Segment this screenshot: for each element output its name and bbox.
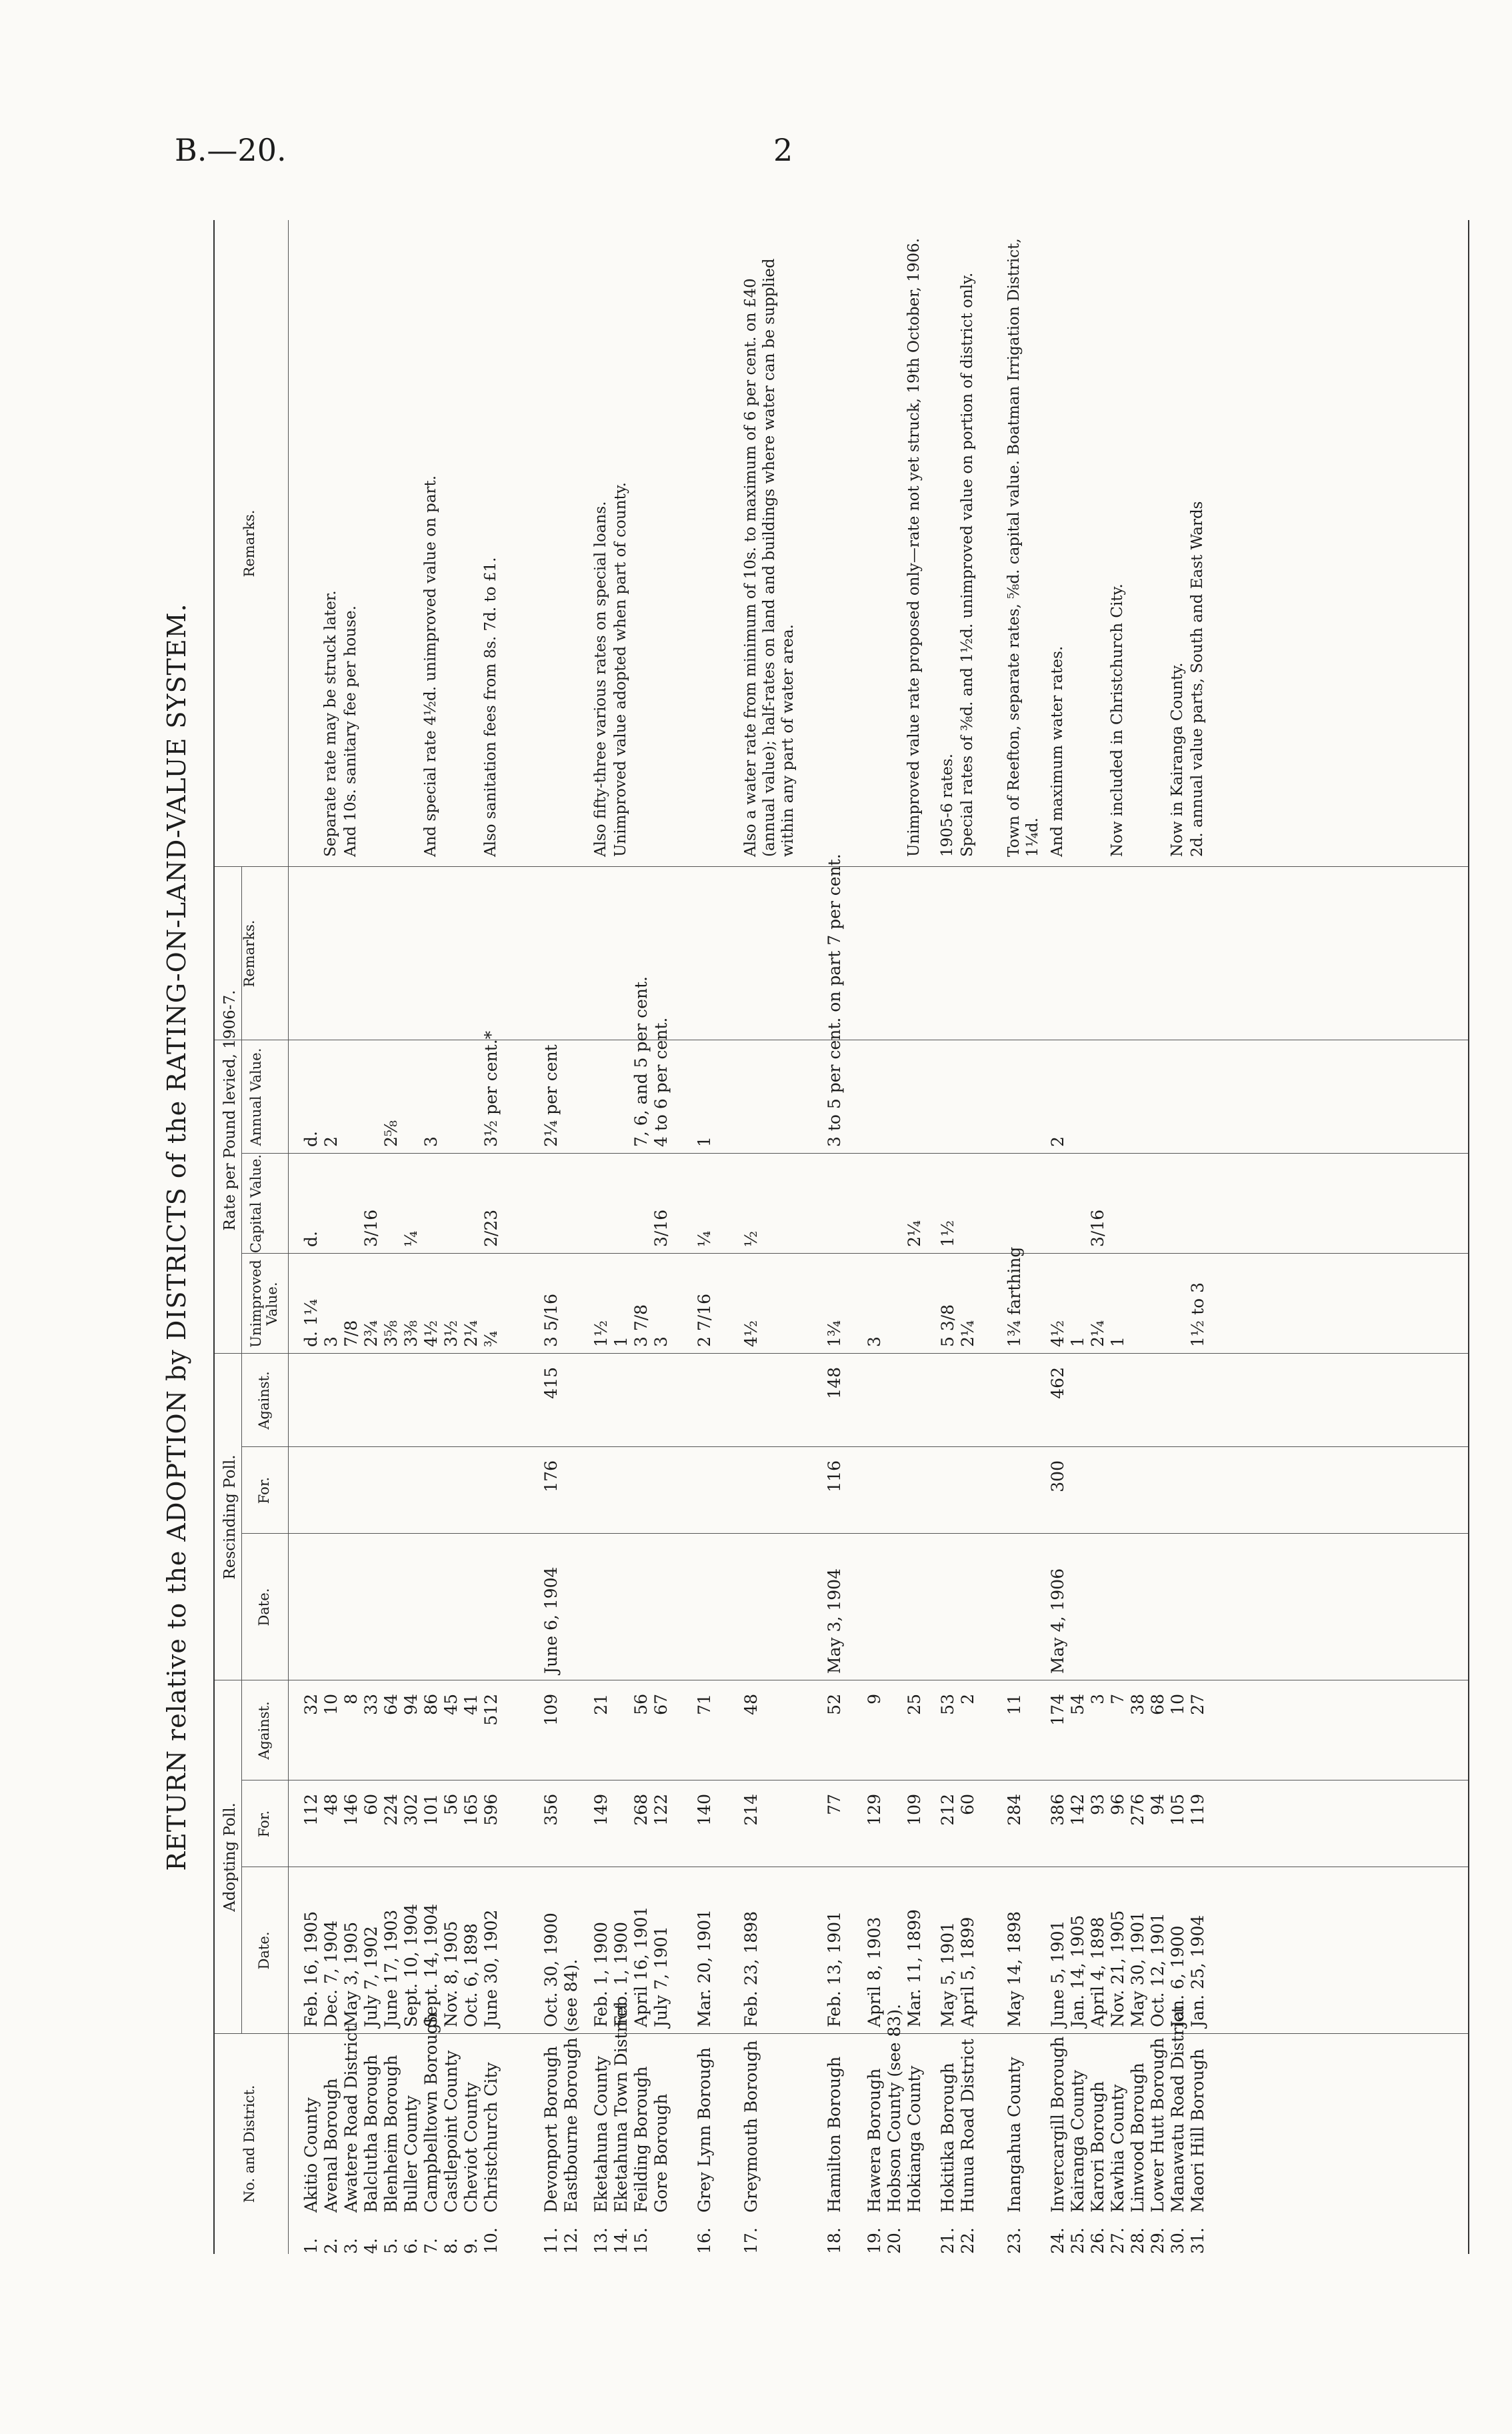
table-frame [213, 220, 1469, 2254]
adopt-date: Feb. 1, 1900 [611, 1921, 631, 2027]
adopt-for: 77 [825, 1794, 844, 1815]
row-number: 26. [1088, 2227, 1107, 2254]
remarks-text: Now included in Christchurch City. [1109, 583, 1126, 857]
annual-rate: 7, 6, and 5 per cent. [631, 976, 651, 1147]
adopt-for: 56 [441, 1794, 461, 1815]
district-name: Feilding Borough [631, 2066, 651, 2213]
district-name: Greymouth Borough [741, 2040, 761, 2213]
adopt-against: 8 [341, 1694, 361, 1704]
remarks-text: Also a water rate from minimum of 10s. to maximum of 6 per cent. on £40 (annual value); half-rates on land and buildings where water can be supplied within any part of water area. [742, 258, 797, 857]
adopt-for: 212 [938, 1794, 957, 1826]
col-divider [241, 1446, 1468, 1447]
annual-rate: 3½ per cent.* [481, 1030, 501, 1147]
adopt-for: 93 [1088, 1794, 1107, 1815]
district-name: Lower Hutt Borough [1148, 2037, 1167, 2213]
unimproved-rate: d. 1¼ [301, 1298, 321, 1347]
adopt-date: Oct. 30, 1900 [541, 1913, 561, 2027]
unimproved-rate: 3 [865, 1336, 884, 1347]
col-divider [241, 1533, 1468, 1534]
adopt-date: Sept. 14, 1904 [421, 1903, 441, 2027]
district-name: Invercargill Borough [1048, 2036, 1067, 2213]
row-number: 15. [631, 2227, 651, 2254]
annual-rate: 3 [421, 1136, 441, 1147]
capital-rate: 3/16 [1088, 1209, 1107, 1247]
rescind-for: 116 [825, 1460, 844, 1492]
adopt-for: 109 [905, 1794, 924, 1826]
adopt-against: 52 [825, 1694, 844, 1715]
adopt-for: 224 [381, 1794, 401, 1826]
adopt-against: 32 [301, 1694, 321, 1715]
unimproved-rate: 1 [1108, 1336, 1127, 1347]
remarks-text: Unimproved value rate proposed only—rate not yet struck, 19th October, 1906. [905, 237, 923, 857]
adopt-against: 53 [938, 1694, 957, 1715]
adopt-date: Oct. 12, 1901 [1148, 1913, 1167, 2027]
rescind-for: 300 [1048, 1460, 1067, 1492]
row-number: 4. [361, 2238, 381, 2254]
adopt-for: 140 [695, 1794, 714, 1826]
adopt-for: 268 [631, 1794, 651, 1826]
adopt-date: June 17, 1903 [381, 1909, 401, 2027]
district-name: Blenheim Borough [381, 2055, 401, 2213]
adopt-against: 67 [651, 1694, 671, 1715]
district-name: Campbelltown Borough [421, 2013, 441, 2213]
row-number: 17. [741, 2227, 761, 2254]
adopt-against: 10 [321, 1694, 341, 1715]
adopt-against: 512 [481, 1694, 501, 1726]
rescind-date-header: Date. [256, 1588, 272, 1626]
adopt-for: 356 [541, 1794, 561, 1826]
rescind-against: 462 [1048, 1367, 1067, 1399]
remarks-text: And special rate 4½d. unimproved value on part. [422, 475, 439, 857]
district-name: Awatere Road District [341, 2025, 361, 2213]
adopt-for: 302 [401, 1794, 421, 1826]
adopt-for: 60 [958, 1794, 977, 1815]
adopt-date: Dec. 7, 1904 [321, 1920, 341, 2027]
remarks-header: Remarks. [241, 509, 257, 577]
adopt-date: Jan. 6, 1900 [1168, 1925, 1187, 2027]
adopt-date: Nov. 21, 1905 [1108, 1910, 1127, 2027]
unimproved-rate: 4½ [421, 1320, 441, 1347]
district-name: Hobson County (see 83). [885, 2004, 904, 2213]
adopt-date: May 3, 1905 [341, 1922, 361, 2027]
adopt-against: 71 [695, 1694, 714, 1715]
table-title: RETURN relative to the ADOPTION by DISTRICTS of the RATING-ON-LAND-VALUE SYSTEM. [162, 603, 191, 1871]
row-number: 10. [481, 2227, 501, 2254]
row-number: 8. [441, 2238, 461, 2254]
district-name: Inangahua County [1005, 2057, 1024, 2213]
district-name: Avenal Borough [321, 2078, 341, 2213]
row-number: 19. [865, 2227, 884, 2254]
group-rule [241, 867, 242, 2034]
adopt-date: June 5, 1901 [1048, 1920, 1067, 2027]
document-code: B.—20. [175, 132, 287, 168]
rescind-for: 176 [541, 1460, 561, 1492]
adopt-date: Feb. 23, 1898 [741, 1911, 761, 2027]
remarks-text: Special rates of ⅜d. and 1½d. unimproved value on portion of district only. [959, 272, 976, 857]
remarks-header: Remarks. [241, 920, 257, 988]
page-number: 2 [773, 132, 793, 168]
rescind-date: June 6, 1904 [541, 1566, 561, 1674]
annual-rate: 2 [321, 1136, 341, 1147]
remarks-text: Also fifty-three various rates on special loans. [592, 501, 609, 857]
annual-rate: 4 to 6 per cent. [651, 1017, 671, 1147]
adopt-against: 45 [441, 1694, 461, 1715]
unimproved-rate: 1 [611, 1336, 631, 1347]
adopt-for: 119 [1188, 1794, 1207, 1826]
adopt-against-header: Against. [256, 1701, 272, 1760]
adopt-date: May 30, 1901 [1128, 1911, 1147, 2027]
annual-rate: 2¼ per cent [541, 1044, 561, 1147]
adopt-date: May 5, 1901 [938, 1922, 957, 2027]
row-number: 14. [611, 2227, 631, 2254]
remarks-text: And maximum water rates. [1049, 646, 1066, 857]
remarks-text: Separate rate may be struck later. [322, 590, 339, 857]
row-number: 25. [1068, 2227, 1087, 2254]
unimproved-rate: 3 [651, 1336, 671, 1347]
annual-rate: 2⅝ [381, 1120, 401, 1147]
row-number: 6. [401, 2238, 421, 2254]
capital-rate: d. [301, 1231, 321, 1247]
adopt-date: Jan. 25, 1904 [1188, 1915, 1207, 2027]
district-name: Eastbourne Borough (see 84). [561, 1959, 581, 2213]
district-name: Karori Borough [1088, 2081, 1107, 2213]
adopt-against: 9 [865, 1694, 884, 1704]
adopt-for: 284 [1005, 1794, 1024, 1826]
row-number: 21. [938, 2227, 957, 2254]
annual-header: Annual Value. [248, 1048, 264, 1146]
adopt-for: 60 [361, 1794, 381, 1815]
unimproved-rate: 2¼ [958, 1320, 977, 1347]
district-name: Manawatu Road District [1168, 2006, 1187, 2213]
adopt-date: Mar. 20, 1901 [695, 1909, 714, 2027]
district-name: Cheviot County [461, 2082, 481, 2213]
adopt-date: Feb. 13, 1901 [825, 1911, 844, 2027]
row-number: 23. [1005, 2227, 1024, 2254]
capital-rate: ¼ [401, 1230, 421, 1247]
rescind-for-header: For. [256, 1476, 272, 1504]
adopt-date: Oct. 6, 1898 [461, 1923, 481, 2027]
adopt-against: 68 [1148, 1694, 1167, 1715]
adopt-against: 2 [958, 1694, 977, 1704]
adopting-poll-header: Adopting Poll. [221, 1802, 239, 1912]
unimproved-rate: 2¼ [461, 1320, 481, 1347]
unimproved-rate: 5 3/8 [938, 1304, 957, 1347]
rescind-date: May 3, 1904 [825, 1568, 844, 1674]
district-header: No. and District. [241, 2085, 257, 2203]
adopt-date: July 7, 1902 [361, 1926, 381, 2027]
row-number: 30. [1168, 2227, 1187, 2254]
unimproved-rate: 2¼ [1088, 1320, 1107, 1347]
unimproved-header: Unimproved Value. [248, 1260, 280, 1348]
adopt-date: April 8, 1903 [865, 1917, 884, 2027]
unimproved-rate: 1½ [591, 1320, 611, 1347]
unimproved-rate: 3⅝ [381, 1320, 401, 1347]
district-name: Hunua Road District [958, 2039, 977, 2213]
adopt-for: 596 [481, 1794, 501, 1826]
rotated-table-sheet [162, 220, 1473, 2254]
adopt-date: April 16, 1901 [631, 1906, 651, 2027]
capital-rate: 2/23 [481, 1209, 501, 1247]
adopt-for: 129 [865, 1794, 884, 1826]
row-number: 18. [825, 2227, 844, 2254]
district-name: Kawhia County [1108, 2084, 1127, 2213]
adopt-against: 3 [1088, 1694, 1107, 1704]
district-name: Hawera Borough [865, 2068, 884, 2213]
capital-rate: 1½ [938, 1220, 957, 1247]
adopt-for: 112 [301, 1794, 321, 1826]
unimproved-rate: 4½ [741, 1320, 761, 1347]
district-name: Hokitika Borough [938, 2063, 957, 2213]
remarks-text: 2d. annual value parts, South and East Wards [1189, 501, 1206, 857]
adopt-for: 276 [1128, 1794, 1147, 1826]
rescind-date: May 4, 1906 [1048, 1568, 1067, 1674]
adopt-for: 105 [1168, 1794, 1187, 1826]
row-number: 1. [301, 2238, 321, 2254]
adopt-for: 101 [421, 1794, 441, 1826]
row-number: 20. [885, 2227, 904, 2254]
adopt-for: 142 [1068, 1794, 1087, 1826]
district-name: Grey Lynn Borough [695, 2047, 714, 2213]
adopt-date: April 5, 1899 [958, 1917, 977, 2027]
district-name: Hamilton Borough [825, 2056, 844, 2213]
unimproved-rate: 1½ to 3 [1188, 1282, 1207, 1347]
col-divider [215, 1353, 1468, 1354]
row-number: 24. [1048, 2227, 1067, 2254]
district-name: Akitio County [301, 2097, 321, 2213]
adopt-against: 174 [1048, 1694, 1067, 1726]
unimproved-rate: 1¾ farthing [1005, 1246, 1024, 1347]
adopt-date-header: Date. [256, 1931, 272, 1970]
adopt-against: 25 [905, 1694, 924, 1715]
adopt-for: 214 [741, 1794, 761, 1826]
capital-rate: 3/16 [651, 1209, 671, 1247]
capital-header: Capital Value. [248, 1154, 264, 1254]
adopt-against: 94 [401, 1694, 421, 1715]
adopt-date: July 7, 1901 [651, 1926, 671, 2027]
capital-rate: 2¼ [905, 1220, 924, 1247]
unimproved-rate: 3 5/16 [541, 1294, 561, 1347]
adopt-against: 38 [1128, 1694, 1147, 1715]
annual-rate: d. [301, 1131, 321, 1147]
rescind-against: 148 [825, 1367, 844, 1399]
adopt-against: 64 [381, 1694, 401, 1715]
unimproved-rate: ¾ [481, 1330, 501, 1347]
adopt-against: 86 [421, 1694, 441, 1715]
annual-rate: 1 [695, 1136, 714, 1147]
adopt-for: 165 [461, 1794, 481, 1826]
remarks-text: Unimproved value adopted when part of county. [612, 482, 629, 857]
remarks-text: 1905-6 rates. [939, 754, 956, 857]
row-number: 3. [341, 2238, 361, 2254]
unimproved-rate: 7/8 [341, 1320, 361, 1347]
row-number: 12. [561, 2227, 581, 2254]
district-name: Devonport Borough [541, 2046, 561, 2213]
adopt-against: 21 [591, 1694, 611, 1715]
adopt-for: 146 [341, 1794, 361, 1826]
row-number: 11. [541, 2227, 561, 2254]
district-name: Eketahuna County [591, 2056, 611, 2213]
adopt-date: April 4, 1898 [1088, 1917, 1107, 2027]
row-number: 5. [381, 2238, 401, 2254]
rate-header: Rate per Pound levied, 1906-7. [221, 990, 239, 1231]
district-name: Linwood Borough [1128, 2063, 1147, 2213]
unimproved-rate: 1¾ [825, 1320, 844, 1347]
adopt-date: Mar. 11, 1899 [905, 1909, 924, 2027]
row-number: 13. [591, 2227, 611, 2254]
district-name: Buller County [401, 2095, 421, 2213]
header-rule [288, 220, 289, 2254]
district-name: Eketahuna Town District [611, 2003, 631, 2213]
remarks-text: And 10s. sanitary fee per house. [342, 605, 359, 857]
adopt-against: 54 [1068, 1694, 1087, 1715]
row-number: 16. [695, 2227, 714, 2254]
row-number: 2. [321, 2238, 341, 2254]
unimproved-rate: 2 7/16 [695, 1294, 714, 1347]
adopt-date: Jan. 14, 1905 [1068, 1915, 1087, 2027]
adopt-date: Feb. 1, 1900 [591, 1921, 611, 2027]
adopt-for-header: For. [256, 1810, 272, 1838]
adopt-for: 94 [1148, 1794, 1167, 1815]
adopt-for: 149 [591, 1794, 611, 1826]
capital-rate: ½ [741, 1230, 761, 1247]
row-number: 22. [958, 2227, 977, 2254]
adopt-against: 27 [1188, 1694, 1207, 1715]
district-name: Christchurch City [481, 2062, 501, 2213]
annual-rate: 2 [1048, 1136, 1067, 1147]
unimproved-rate: 3 7/8 [631, 1304, 651, 1347]
adopt-against: 41 [461, 1694, 481, 1715]
adopt-date: May 14, 1898 [1005, 1911, 1024, 2027]
row-number: 27. [1108, 2227, 1127, 2254]
adopt-date: June 30, 1902 [481, 1909, 501, 2027]
adopt-date: Sept. 10, 1904 [401, 1903, 421, 2027]
unimproved-rate: 1 [1068, 1336, 1087, 1347]
adopt-against: 7 [1108, 1694, 1127, 1704]
adopt-date: Nov. 8, 1905 [441, 1921, 461, 2027]
remarks-text: Also sanitation fees from 8s. 7d. to £1. [482, 557, 499, 857]
row-number: 28. [1128, 2227, 1147, 2254]
capital-rate: ¼ [695, 1230, 714, 1247]
rescind-against: 415 [541, 1367, 561, 1399]
unimproved-rate: 4½ [1048, 1320, 1067, 1347]
adopt-date: Feb. 16, 1905 [301, 1911, 321, 2027]
adopt-for: 386 [1048, 1794, 1067, 1826]
row-number: 7. [421, 2238, 441, 2254]
district-name: Balclutha Borough [361, 2055, 381, 2213]
annual-rate: 3 to 5 per cent. on part 7 per cent. [825, 854, 844, 1147]
adopt-against: 48 [741, 1694, 761, 1715]
unimproved-rate: 3½ [441, 1320, 461, 1347]
adopt-against: 10 [1168, 1694, 1187, 1715]
row-number: 29. [1148, 2227, 1167, 2254]
unimproved-rate: 3⅜ [401, 1320, 421, 1347]
adopt-for: 122 [651, 1794, 671, 1826]
district-name: Maori Hill Borough [1188, 2049, 1207, 2213]
district-name: Castlepoint County [441, 2050, 461, 2213]
adopt-against: 109 [541, 1694, 561, 1726]
district-name: Kairanga County [1068, 2070, 1087, 2213]
unimproved-rate: 3 [321, 1336, 341, 1347]
adopt-against: 11 [1005, 1694, 1024, 1715]
col-divider [241, 1153, 1468, 1154]
row-number: 9. [461, 2238, 481, 2254]
unimproved-rate: 2¾ [361, 1320, 381, 1347]
row-number: 31. [1188, 2227, 1207, 2254]
remarks-text: Now in Kairanga County. [1169, 662, 1186, 857]
adopt-against: 33 [361, 1694, 381, 1715]
capital-rate: 3/16 [361, 1209, 381, 1247]
adopt-for: 48 [321, 1794, 341, 1815]
remarks-text: Town of Reefton, separate rates, ⅝d. capital value. Boatman Irrigation District, 1¼d. [1005, 238, 1041, 857]
rescinding-poll-header: Rescinding Poll. [221, 1454, 239, 1580]
district-name: Gore Borough [651, 2093, 671, 2213]
adopt-for: 96 [1108, 1794, 1127, 1815]
rescind-against-header: Against. [256, 1371, 272, 1430]
adopt-against: 56 [631, 1694, 651, 1715]
district-name: Hokianga County [905, 2065, 924, 2213]
